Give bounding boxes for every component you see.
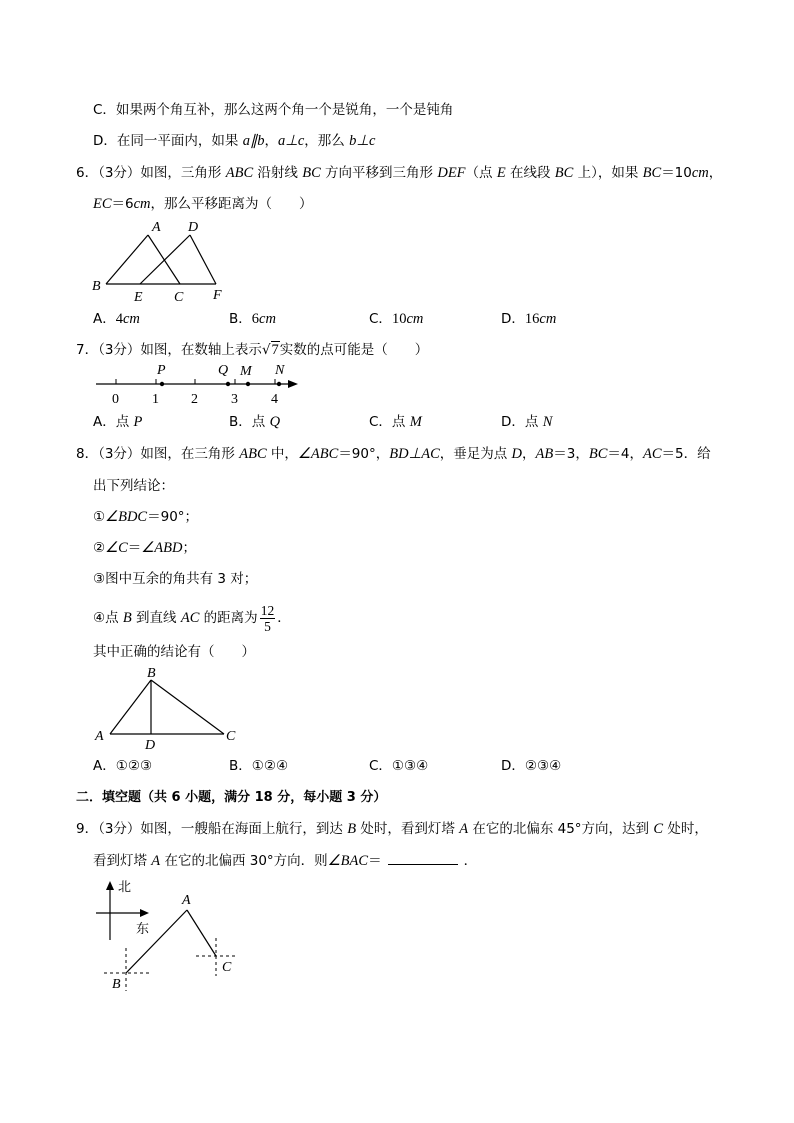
q5-option-d: [93, 131, 375, 151]
q6-label-c: C: [174, 290, 184, 305]
q6-text: 沿射线: [253, 165, 303, 181]
q8-text: ④点: [93, 610, 123, 626]
q7-radicand: 7: [271, 342, 279, 358]
q6-unit: cm: [691, 165, 709, 181]
q8-text: 到直线: [131, 610, 181, 626]
q6-option-value: 16: [524, 311, 540, 327]
q8-text: ＝4，: [607, 446, 643, 462]
q8-text: ＝3，: [553, 446, 589, 462]
q8-math: BC: [588, 446, 608, 462]
q7-tick-1: 1: [152, 392, 159, 407]
q9-stem-line1: [76, 819, 708, 839]
fraction-denominator: 5: [264, 618, 271, 634]
q6-option-letter: C．: [369, 311, 392, 327]
q8-conclusion-1: [93, 507, 198, 527]
q8-math: D: [511, 446, 523, 462]
q8-label-d: D: [145, 738, 156, 753]
q7-point-m: M: [240, 364, 252, 379]
q6-option-value: 10: [391, 311, 407, 327]
q6-translation-figure: [88, 216, 238, 306]
q8-right-triangle-figure: [90, 662, 250, 754]
q6-math: ABC: [225, 165, 254, 181]
compass-east-label: 东: [136, 922, 150, 937]
q9-text: 在它的北偏东 45°方向，达到: [468, 821, 654, 837]
q8-conclusion-2: [93, 538, 196, 558]
sqrt-symbol: √7: [261, 342, 279, 358]
q7-option-letter: D．点: [501, 414, 543, 430]
q8-option-d: D．②③④: [501, 758, 562, 774]
q8-math: ∠ABC: [297, 446, 339, 462]
q8-text: 8．（3分）如图，在三角形: [76, 446, 240, 462]
q5-option-d-text: D．在同一平面内，如果: [93, 133, 243, 149]
q6-text: 6．（3分）如图，三角形: [76, 165, 226, 181]
q5-sep: ，: [264, 133, 278, 149]
q9-text: 处时，: [663, 821, 708, 837]
q9-text: 看到灯塔: [93, 853, 152, 869]
q6-text: 上），如果: [573, 165, 643, 181]
q7-text: 实数的点可能是（ ）: [279, 342, 429, 358]
q6-text: ＝10: [661, 165, 692, 181]
q8-math: ∠ABD: [141, 540, 183, 556]
q7-option-point: P: [133, 414, 143, 430]
q9-math: C: [653, 821, 664, 837]
q9-label-c: C: [222, 960, 232, 975]
q5-option-d-math: a∥b: [242, 133, 265, 149]
q8-text: ＝: [127, 540, 142, 556]
q7-number-line: [90, 360, 310, 410]
q8-math: AB: [535, 446, 554, 462]
q7-point-n: N: [275, 363, 285, 378]
answer-blank[interactable]: [388, 850, 458, 865]
q7-option-a: [93, 412, 142, 432]
q8-label-c: C: [226, 729, 236, 744]
q6-math: BC: [554, 165, 574, 181]
q7-point-p: P: [157, 363, 166, 378]
q6-text: ，: [708, 165, 723, 181]
fraction: [260, 603, 276, 634]
q6-option-letter: D．: [501, 311, 525, 327]
q8-math: AC: [642, 446, 662, 462]
q7-option-b: [229, 412, 280, 432]
q6-option-unit: cm: [259, 311, 276, 327]
q6-math: BC: [302, 165, 321, 181]
q5-option-d-math: a⊥c: [277, 133, 305, 149]
q6-option-c: [369, 309, 423, 329]
q7-option-letter: C．点: [369, 414, 410, 430]
q8-text: ，垂足为点: [439, 446, 512, 462]
section-heading: 二．填空题（共 6 小题，满分 18 分，每小题 3 分）: [76, 790, 387, 805]
q5-option-c: C．如果两个角互补，那么这两个角一个是锐角，一个是钝角: [93, 102, 454, 118]
q7-option-c: [369, 412, 422, 432]
q6-unit: cm: [133, 196, 151, 212]
q6-math: E: [496, 165, 506, 181]
q8-conclusion-4: [93, 601, 291, 635]
q6-label-d: D: [188, 220, 199, 235]
q9-label-a: A: [182, 893, 191, 908]
q7-tick-3: 3: [231, 392, 238, 407]
q9-math: B: [347, 821, 357, 837]
q7-tick-4: 4: [271, 392, 278, 407]
q9-text: ．: [463, 853, 478, 869]
q9-stem-line2: [93, 850, 477, 871]
q8-label-b: B: [147, 666, 156, 681]
q8-text: ，: [522, 446, 536, 462]
q6-stem-line2: [93, 194, 313, 214]
q6-option-unit: cm: [123, 311, 140, 327]
q6-stem-line1: [76, 163, 722, 183]
q8-text: ＝90°，: [338, 446, 390, 462]
q6-label-a: A: [152, 220, 161, 235]
q9-bearing-figure: [92, 876, 252, 996]
q6-text: 在线段: [505, 165, 555, 181]
q6-option-unit: cm: [406, 311, 424, 327]
q6-math: BC: [642, 165, 662, 181]
q6-math: EC: [93, 196, 112, 212]
q6-option-unit: cm: [539, 311, 557, 327]
q9-text: ＝: [368, 853, 382, 869]
q9-text: 9．（3分）如图，一艘船在海面上航行，到达: [76, 821, 348, 837]
q7-point-q: Q: [218, 363, 229, 378]
q6-text: ＝6: [111, 196, 134, 212]
q5-option-d-math: b⊥c: [349, 133, 376, 149]
q7-tick-0: 0: [112, 392, 119, 407]
q9-label-b: B: [112, 977, 121, 992]
q8-option-a: A．①②③: [93, 758, 153, 774]
q6-label-f: F: [213, 288, 222, 303]
q7-option-letter: A．点: [93, 414, 134, 430]
q8-math: ∠C: [105, 540, 128, 556]
q8-text: 的距离为: [199, 610, 258, 626]
q8-math: ∠BDC: [105, 509, 148, 525]
q8-math: ABC: [239, 446, 267, 462]
q8-conclusion-3: ③图中互余的角共有 3 对；: [93, 571, 258, 587]
q8-text: ②: [93, 540, 106, 556]
fraction-numerator: 12: [260, 602, 275, 618]
q8-text: ；: [182, 540, 196, 556]
q8-stem-line1: [76, 444, 711, 464]
q6-label-b: B: [92, 279, 101, 294]
q8-stem-line2: 出下列结论：: [93, 478, 174, 494]
q9-math: ∠BAC: [327, 853, 369, 869]
q8-math: AC: [180, 610, 200, 626]
q6-text: ，那么平移距离为（ ）: [150, 196, 313, 212]
q7-option-point: M: [409, 414, 422, 430]
q7-option-letter: B．点: [229, 414, 270, 430]
q5-sep: ，那么: [304, 133, 350, 149]
q7-option-point: Q: [269, 414, 281, 430]
q8-math: BD⊥AC: [389, 446, 440, 462]
q8-option-c: C．①③④: [369, 758, 429, 774]
q8-ask: 其中正确的结论有（ ）: [93, 644, 255, 660]
q8-math: B: [122, 610, 132, 626]
q9-math: A: [151, 853, 161, 869]
q6-option-b: [229, 309, 276, 329]
q9-text: 处时，看到灯塔: [356, 821, 460, 837]
q9-text: 在它的北偏西 30°方向．则: [160, 853, 328, 869]
q8-text: ＝90°；: [147, 509, 199, 525]
q6-option-letter: A．: [93, 311, 116, 327]
q9-math: A: [459, 821, 469, 837]
q6-option-value: 4: [115, 311, 123, 327]
q8-label-a: A: [95, 729, 104, 744]
q6-option-value: 6: [251, 311, 260, 327]
q6-option-letter: B．: [229, 311, 252, 327]
q6-math: DEF: [437, 165, 466, 181]
q8-option-b: B．①②④: [229, 758, 289, 774]
q8-text: ①: [93, 509, 106, 525]
q8-text: ＝5．给: [661, 446, 711, 462]
q6-text: 方向平移到三角形: [320, 165, 438, 181]
q6-text: （点: [465, 165, 497, 181]
q6-option-d: [501, 309, 556, 329]
q7-stem: [76, 340, 428, 360]
q8-text: ．: [277, 610, 291, 626]
q6-label-e: E: [134, 290, 143, 305]
q7-text: 7．（3分）如图，在数轴上表示: [76, 342, 262, 358]
q8-text: 中，: [266, 446, 298, 462]
q7-option-d: [501, 412, 552, 432]
q6-option-a: [93, 309, 140, 329]
q7-option-point: N: [542, 414, 553, 430]
q7-tick-2: 2: [191, 392, 198, 407]
compass-north-label: 北: [118, 880, 132, 895]
